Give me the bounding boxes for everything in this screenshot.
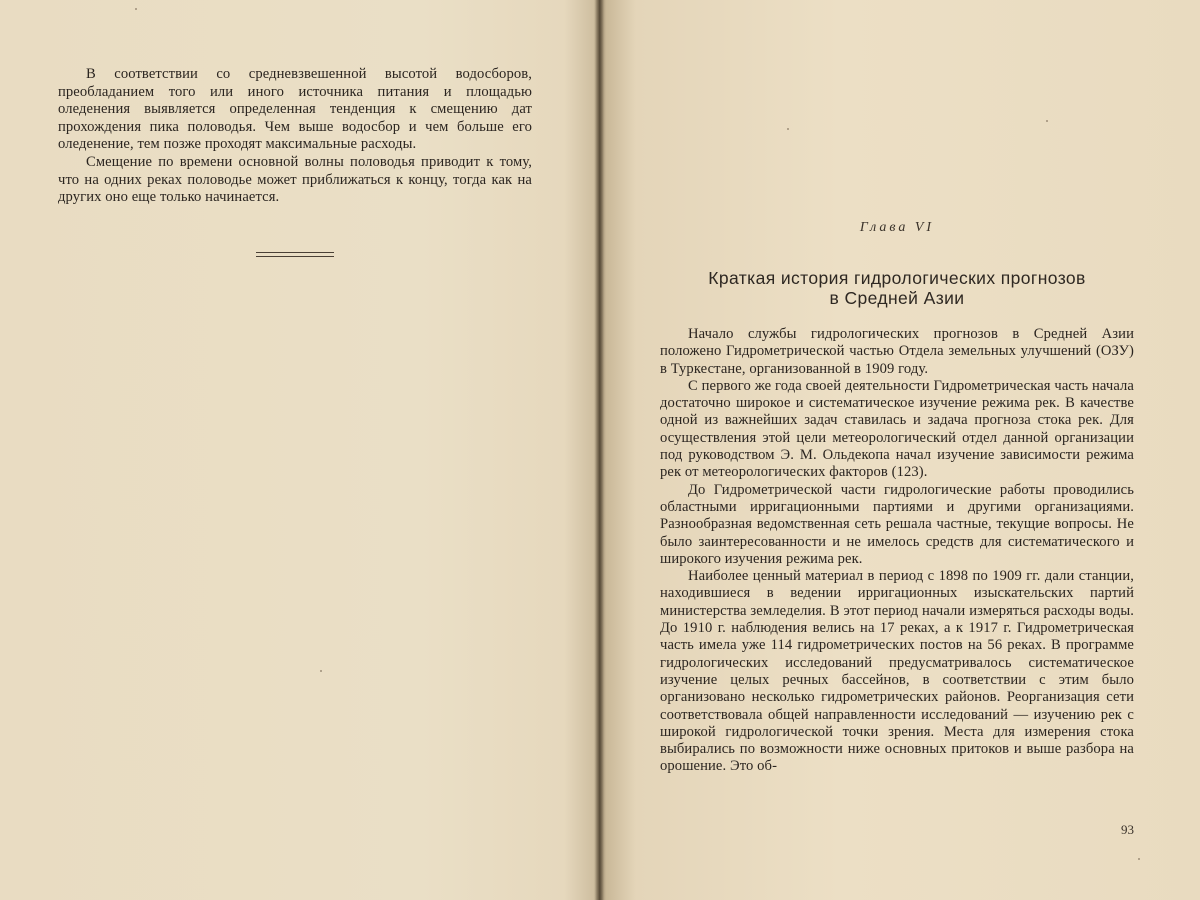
paper-speck (1138, 858, 1140, 860)
right-page-text (660, 326, 1134, 776)
chapter-title-line: Краткая история гидрологических прогнозов (708, 268, 1086, 288)
paragraph: До Гидрометрической части гидрологические работы проводились областными ирригационными партиями и другими организациями. Разнообразная ведомственная сеть решала частные, текущие вопросы. Не было заинтересованности и не имелось средств для систематического и широкого изучения режима рек. (660, 481, 1134, 567)
paragraph: С первого же года своей деятельности Гидрометрическая часть начала достаточно широкое и систематическое изучение режима рек. В качестве одной из важнейших задач ставилась и задача прогноза стока рек. Для осуществления этой цели метеорологический отдел данной организации под руководством Э. М. Ольдекопа начал изучение зависимости режима рек от метеорологических факторов (123). (660, 377, 1134, 481)
paper-speck (135, 8, 137, 10)
page-number: 93 (1121, 822, 1134, 837)
section-end-rule (256, 252, 334, 253)
paper-speck (320, 670, 322, 672)
paragraph: Смещение по времени основной волны половодья приводит к тому, что на одних реках половодье может приближаться к концу, тогда как на других оно еще только начинается. (58, 153, 532, 206)
left-page-text (58, 66, 532, 207)
chapter-title-line: в Средней Азии (829, 288, 965, 308)
paragraph: Наиболее ценный материал в период с 1898 по 1909 гг. дали станции, находившиеся в ведении ирригационных изыскательских партий министерства земледелия. В этот период начали измеряться расходы воды. До 1910 г. наблюдения велись на 17 реках, а к 1917 г. Гидрометрическая часть имела уже 114 гидрометрических постов на 56 реках. В программе гидрологических исследований предусматривалось систематическое изучение целых речных бассейнов, в соответствии с этим было организовано несколько гидрометрических районов. Реорганизация сети соответствовала общей направленности исследований — изучению рек с широкой гидрологической точки зрения. Места для измерения стока выбирались по возможности ниже основных притоков и выше разбора на орошение. Это об- (660, 568, 1134, 775)
chapter-title (660, 268, 1134, 308)
book-gutter (594, 0, 604, 900)
section-end-rule (256, 256, 334, 257)
paper-speck (787, 128, 789, 130)
chapter-label: Глава VI (859, 220, 935, 235)
paragraph: В соответствии со средневзвешенной высотой водосборов, преобладанием того или иного источника питания и площадью оледенения выявляется определенная тенденция к смещению дат прохождения пика половодья. Чем выше водосбор и чем больше его оледенение, тем позже проходят максимальные расходы. (58, 66, 532, 153)
paper-speck (1046, 120, 1048, 122)
paragraph: Начало службы гидрологических прогнозов в Средней Азии положено Гидрометрической частью Отдела земельных улучшений (ОЗУ) в Туркестане, организованной в 1909 году. (660, 326, 1134, 377)
